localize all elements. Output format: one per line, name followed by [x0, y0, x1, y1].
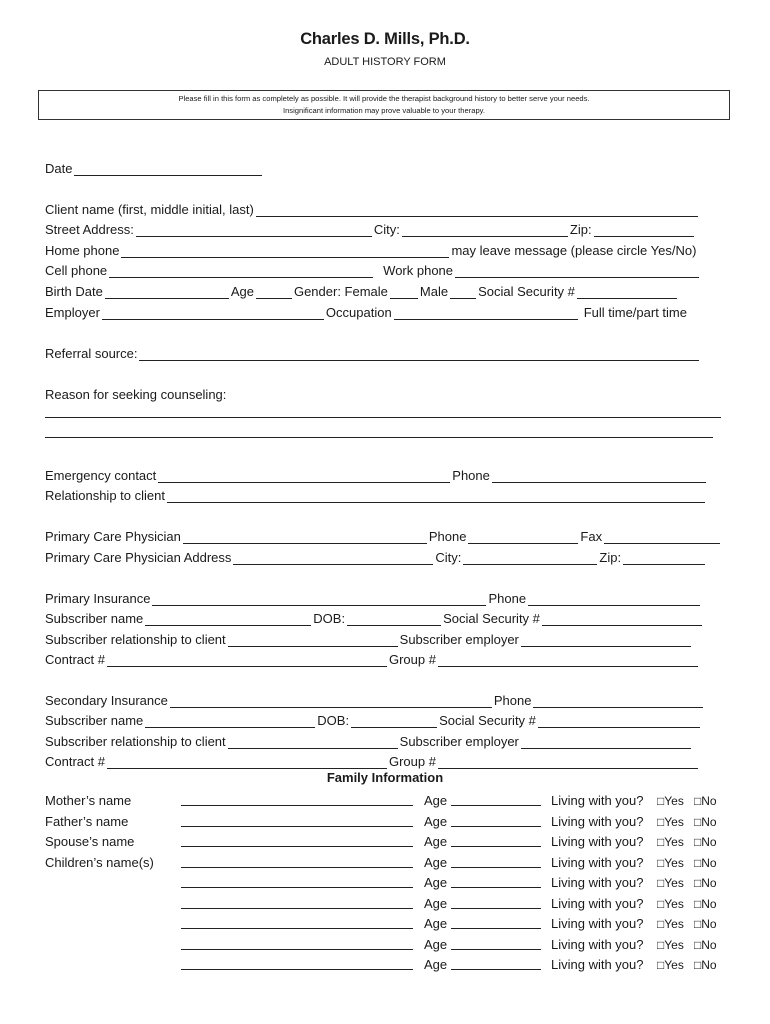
city-field[interactable]	[402, 222, 568, 237]
family-age-field[interactable]	[451, 908, 541, 909]
street-address-row	[45, 217, 725, 237]
social-security-field[interactable]	[577, 284, 677, 299]
pcp-zip-field[interactable]	[623, 550, 705, 565]
form-subtitle: ADULT HISTORY FORM	[324, 56, 446, 68]
family-age-label: Age	[424, 854, 448, 870]
relationship-row	[45, 483, 725, 503]
gender-male-field[interactable]	[450, 284, 476, 299]
gender-female-label: Gender: Female	[293, 284, 388, 299]
instructions-box	[38, 90, 730, 120]
occupation-field[interactable]	[394, 305, 578, 320]
work-phone-label: Work phone	[383, 263, 454, 278]
cell-phone-row	[45, 258, 725, 278]
family-age-field[interactable]	[451, 949, 541, 950]
employer-field[interactable]	[102, 305, 324, 320]
family-row	[45, 893, 735, 913]
family-age-label: Age	[424, 793, 448, 808]
family-name-field[interactable]	[181, 928, 413, 929]
living-yes-checkbox[interactable]: □Yes	[657, 794, 684, 808]
secondary-dob-label: DOB:	[317, 713, 350, 728]
family-name-field[interactable]	[181, 887, 413, 888]
primary-subscriber-row	[45, 606, 725, 626]
primary-contract-field[interactable]	[107, 652, 387, 667]
instructions-line-2: Insignificant information may prove valuable to your therapy.	[282, 106, 486, 115]
primary-insurance-phone-field[interactable]	[528, 591, 700, 606]
living-yes-checkbox[interactable]: □Yes	[657, 937, 684, 952]
secondary-ssn-label: Social Security #	[439, 713, 536, 728]
living-with-you-label: Living with you?	[551, 895, 644, 911]
reason-line-2[interactable]	[45, 437, 713, 438]
city-label: City:	[373, 222, 400, 237]
primary-subscriber-employer-label: Subscriber employer	[399, 632, 519, 647]
family-name-field[interactable]	[181, 969, 413, 970]
fax-field[interactable]	[604, 529, 720, 544]
birth-date-field[interactable]	[105, 284, 229, 299]
primary-subscriber-employer-field[interactable]	[521, 632, 691, 647]
secondary-insurance-label: Secondary Insurance	[45, 693, 168, 708]
secondary-insurance-phone-field[interactable]	[533, 693, 703, 708]
living-no-checkbox[interactable]: □No	[694, 958, 717, 972]
primary-relationship-row	[45, 627, 725, 647]
secondary-subscriber-name-field[interactable]	[145, 713, 315, 728]
living-no-checkbox[interactable]: □No	[694, 855, 717, 870]
living-no-checkbox[interactable]: □No	[694, 835, 717, 849]
family-information-heading: Family Information	[326, 770, 444, 785]
emergency-contact-row	[45, 463, 725, 483]
fax-label: Fax	[580, 529, 603, 544]
living-no-checkbox[interactable]: □No	[694, 794, 717, 808]
living-yes-checkbox[interactable]: □Yes	[657, 958, 684, 972]
family-row	[45, 831, 735, 851]
living-with-you-label: Living with you?	[551, 813, 644, 829]
secondary-group-field[interactable]	[438, 754, 698, 769]
zip-field[interactable]	[594, 222, 694, 237]
family-age-label: Age	[424, 813, 448, 829]
home-phone-field[interactable]	[121, 243, 449, 258]
zip-label: Zip:	[569, 222, 592, 237]
referral-source-label: Referral source:	[45, 346, 138, 361]
secondary-subscriber-relationship-field[interactable]	[228, 734, 398, 749]
family-name-field[interactable]	[181, 846, 413, 847]
living-yes-checkbox[interactable]: □Yes	[657, 896, 684, 911]
family-age-field[interactable]	[451, 826, 541, 827]
relationship-label: Relationship to client	[45, 488, 165, 503]
family-name-field[interactable]	[181, 867, 413, 868]
family-age-field[interactable]	[451, 969, 541, 970]
secondary-contract-row	[45, 749, 725, 769]
secondary-subscriber-employer-field[interactable]	[521, 734, 691, 749]
family-row	[45, 790, 735, 810]
pcp-phone-field[interactable]	[468, 529, 578, 544]
family-age-label: Age	[424, 875, 448, 890]
reason-row	[45, 382, 725, 402]
client-name-label: Client name (first, middle initial, last)	[45, 202, 254, 217]
primary-subscriber-name-field[interactable]	[145, 611, 311, 626]
home-phone-row	[45, 238, 725, 258]
family-age-label: Age	[424, 957, 448, 972]
living-with-you-label: Living with you?	[551, 834, 644, 849]
family-age-field[interactable]	[451, 867, 541, 868]
birth-date-label: Birth Date	[45, 284, 103, 299]
cell-phone-label: Cell phone	[45, 263, 108, 278]
birth-date-row	[45, 279, 725, 299]
secondary-relationship-row	[45, 729, 725, 749]
family-age-field[interactable]	[451, 846, 541, 847]
instructions-line-1: Please fill in this form as completely as possible. It will provide the therapist background history to better serve your needs.	[178, 94, 590, 103]
relationship-field[interactable]	[167, 488, 705, 503]
home-phone-label: Home phone	[45, 243, 120, 258]
living-yes-checkbox[interactable]: □Yes	[657, 917, 684, 931]
secondary-insurance-row	[45, 688, 725, 708]
living-no-checkbox[interactable]: □No	[694, 917, 717, 931]
living-no-checkbox[interactable]: □No	[694, 876, 717, 890]
living-no-checkbox[interactable]: □No	[694, 937, 717, 952]
family-row	[45, 872, 735, 892]
living-with-you-label: Living with you?	[551, 957, 644, 972]
family-name-field[interactable]	[181, 826, 413, 827]
date-field[interactable]	[74, 161, 262, 176]
family-member-label: Children’s name(s)	[45, 854, 154, 870]
living-yes-checkbox[interactable]: □Yes	[657, 835, 684, 849]
date-row	[45, 156, 725, 176]
secondary-subscriber-employer-label: Subscriber employer	[399, 734, 519, 749]
living-yes-checkbox[interactable]: □Yes	[657, 814, 684, 829]
primary-insurance-phone-label: Phone	[488, 591, 527, 606]
primary-insurance-field[interactable]	[152, 591, 486, 606]
secondary-ssn-field[interactable]	[538, 713, 700, 728]
employer-label: Employer	[45, 305, 100, 320]
family-row	[45, 954, 735, 974]
primary-subscriber-name-label: Subscriber name	[45, 611, 144, 626]
primary-insurance-label: Primary Insurance	[45, 591, 151, 606]
age-field[interactable]	[256, 284, 292, 299]
work-phone-field[interactable]	[455, 263, 699, 278]
cell-phone-field[interactable]	[109, 263, 373, 278]
referral-row	[45, 341, 725, 361]
secondary-group-label: Group #	[388, 754, 436, 769]
client-name-row	[45, 197, 725, 217]
pcp-address-row	[45, 545, 725, 565]
gender-female-field[interactable]	[390, 284, 418, 299]
family-age-field[interactable]	[451, 887, 541, 888]
family-age-field[interactable]	[451, 805, 541, 806]
street-address-label: Street Address:	[45, 222, 134, 237]
secondary-contract-label: Contract #	[45, 754, 105, 769]
family-age-label: Age	[424, 936, 448, 952]
family-age-label: Age	[424, 895, 448, 911]
date-label: Date	[45, 161, 73, 176]
emergency-phone-label: Phone	[452, 468, 490, 483]
living-with-you-label: Living with you?	[551, 793, 644, 808]
may-leave-message-label: may leave message (please circle Yes/No)	[451, 243, 697, 258]
primary-group-field[interactable]	[438, 652, 698, 667]
family-member-label: Spouse’s name	[45, 834, 135, 849]
family-row	[45, 811, 735, 831]
emergency-contact-label: Emergency contact	[45, 468, 157, 483]
family-row	[45, 934, 735, 954]
street-address-field[interactable]	[136, 222, 372, 237]
family-member-label: Mother’s name	[45, 793, 132, 808]
form-title: Charles D. Mills, Ph.D.	[300, 30, 470, 48]
pcp-zip-label: Zip:	[599, 550, 622, 565]
living-with-you-label: Living with you?	[551, 936, 644, 952]
employer-row	[45, 300, 725, 320]
primary-contract-row	[45, 647, 725, 667]
social-security-label: Social Security #	[478, 284, 575, 299]
secondary-insurance-phone-label: Phone	[493, 693, 532, 708]
pcp-city-label: City:	[435, 550, 462, 565]
living-no-checkbox[interactable]: □No	[694, 896, 717, 911]
primary-ssn-label: Social Security #	[443, 611, 540, 626]
primary-group-label: Group #	[388, 652, 436, 667]
occupation-label: Occupation	[325, 305, 392, 320]
emergency-contact-field[interactable]	[158, 468, 450, 483]
family-name-field[interactable]	[181, 908, 413, 909]
pcp-address-label: Primary Care Physician Address	[45, 550, 232, 565]
secondary-subscriber-name-label: Subscriber name	[45, 713, 144, 728]
pcp-address-field[interactable]	[233, 550, 433, 565]
family-row	[45, 913, 735, 933]
family-age-label: Age	[424, 916, 448, 931]
secondary-subscriber-relationship-label: Subscriber relationship to client	[45, 734, 226, 749]
family-name-field[interactable]	[181, 949, 413, 950]
secondary-insurance-field[interactable]	[170, 693, 492, 708]
male-label: Male	[419, 284, 449, 299]
primary-subscriber-relationship-label: Subscriber relationship to client	[45, 632, 226, 647]
primary-insurance-row	[45, 586, 725, 606]
primary-subscriber-relationship-field[interactable]	[228, 632, 398, 647]
living-with-you-label: Living with you?	[551, 854, 644, 870]
pcp-phone-label: Phone	[428, 529, 467, 544]
family-age-field[interactable]	[451, 928, 541, 929]
secondary-dob-field[interactable]	[351, 713, 437, 728]
living-with-you-label: Living with you?	[551, 916, 644, 931]
full-part-time-label: Full time/part time	[583, 305, 687, 320]
living-yes-checkbox[interactable]: □Yes	[657, 855, 684, 870]
family-row	[45, 852, 735, 872]
living-yes-checkbox[interactable]: □Yes	[657, 876, 684, 890]
primary-dob-label: DOB:	[313, 611, 346, 626]
family-age-label: Age	[424, 834, 448, 849]
living-with-you-label: Living with you?	[551, 875, 644, 890]
client-name-field[interactable]	[256, 202, 698, 217]
primary-contract-label: Contract #	[45, 652, 105, 667]
family-member-label: Father’s name	[45, 813, 129, 829]
pcp-city-field[interactable]	[463, 550, 597, 565]
pcp-label: Primary Care Physician	[45, 529, 181, 544]
age-label: Age	[230, 284, 254, 299]
referral-source-field[interactable]	[139, 346, 699, 361]
emergency-phone-field[interactable]	[492, 468, 706, 483]
reason-line-1[interactable]	[45, 417, 721, 418]
pcp-field[interactable]	[183, 529, 427, 544]
living-no-checkbox[interactable]: □No	[694, 814, 717, 829]
primary-dob-field[interactable]	[347, 611, 441, 626]
family-name-field[interactable]	[181, 805, 413, 806]
pcp-row	[45, 524, 725, 544]
reason-label: Reason for seeking counseling:	[45, 387, 227, 402]
secondary-subscriber-row	[45, 708, 725, 728]
primary-ssn-field[interactable]	[542, 611, 702, 626]
secondary-contract-field[interactable]	[107, 754, 387, 769]
